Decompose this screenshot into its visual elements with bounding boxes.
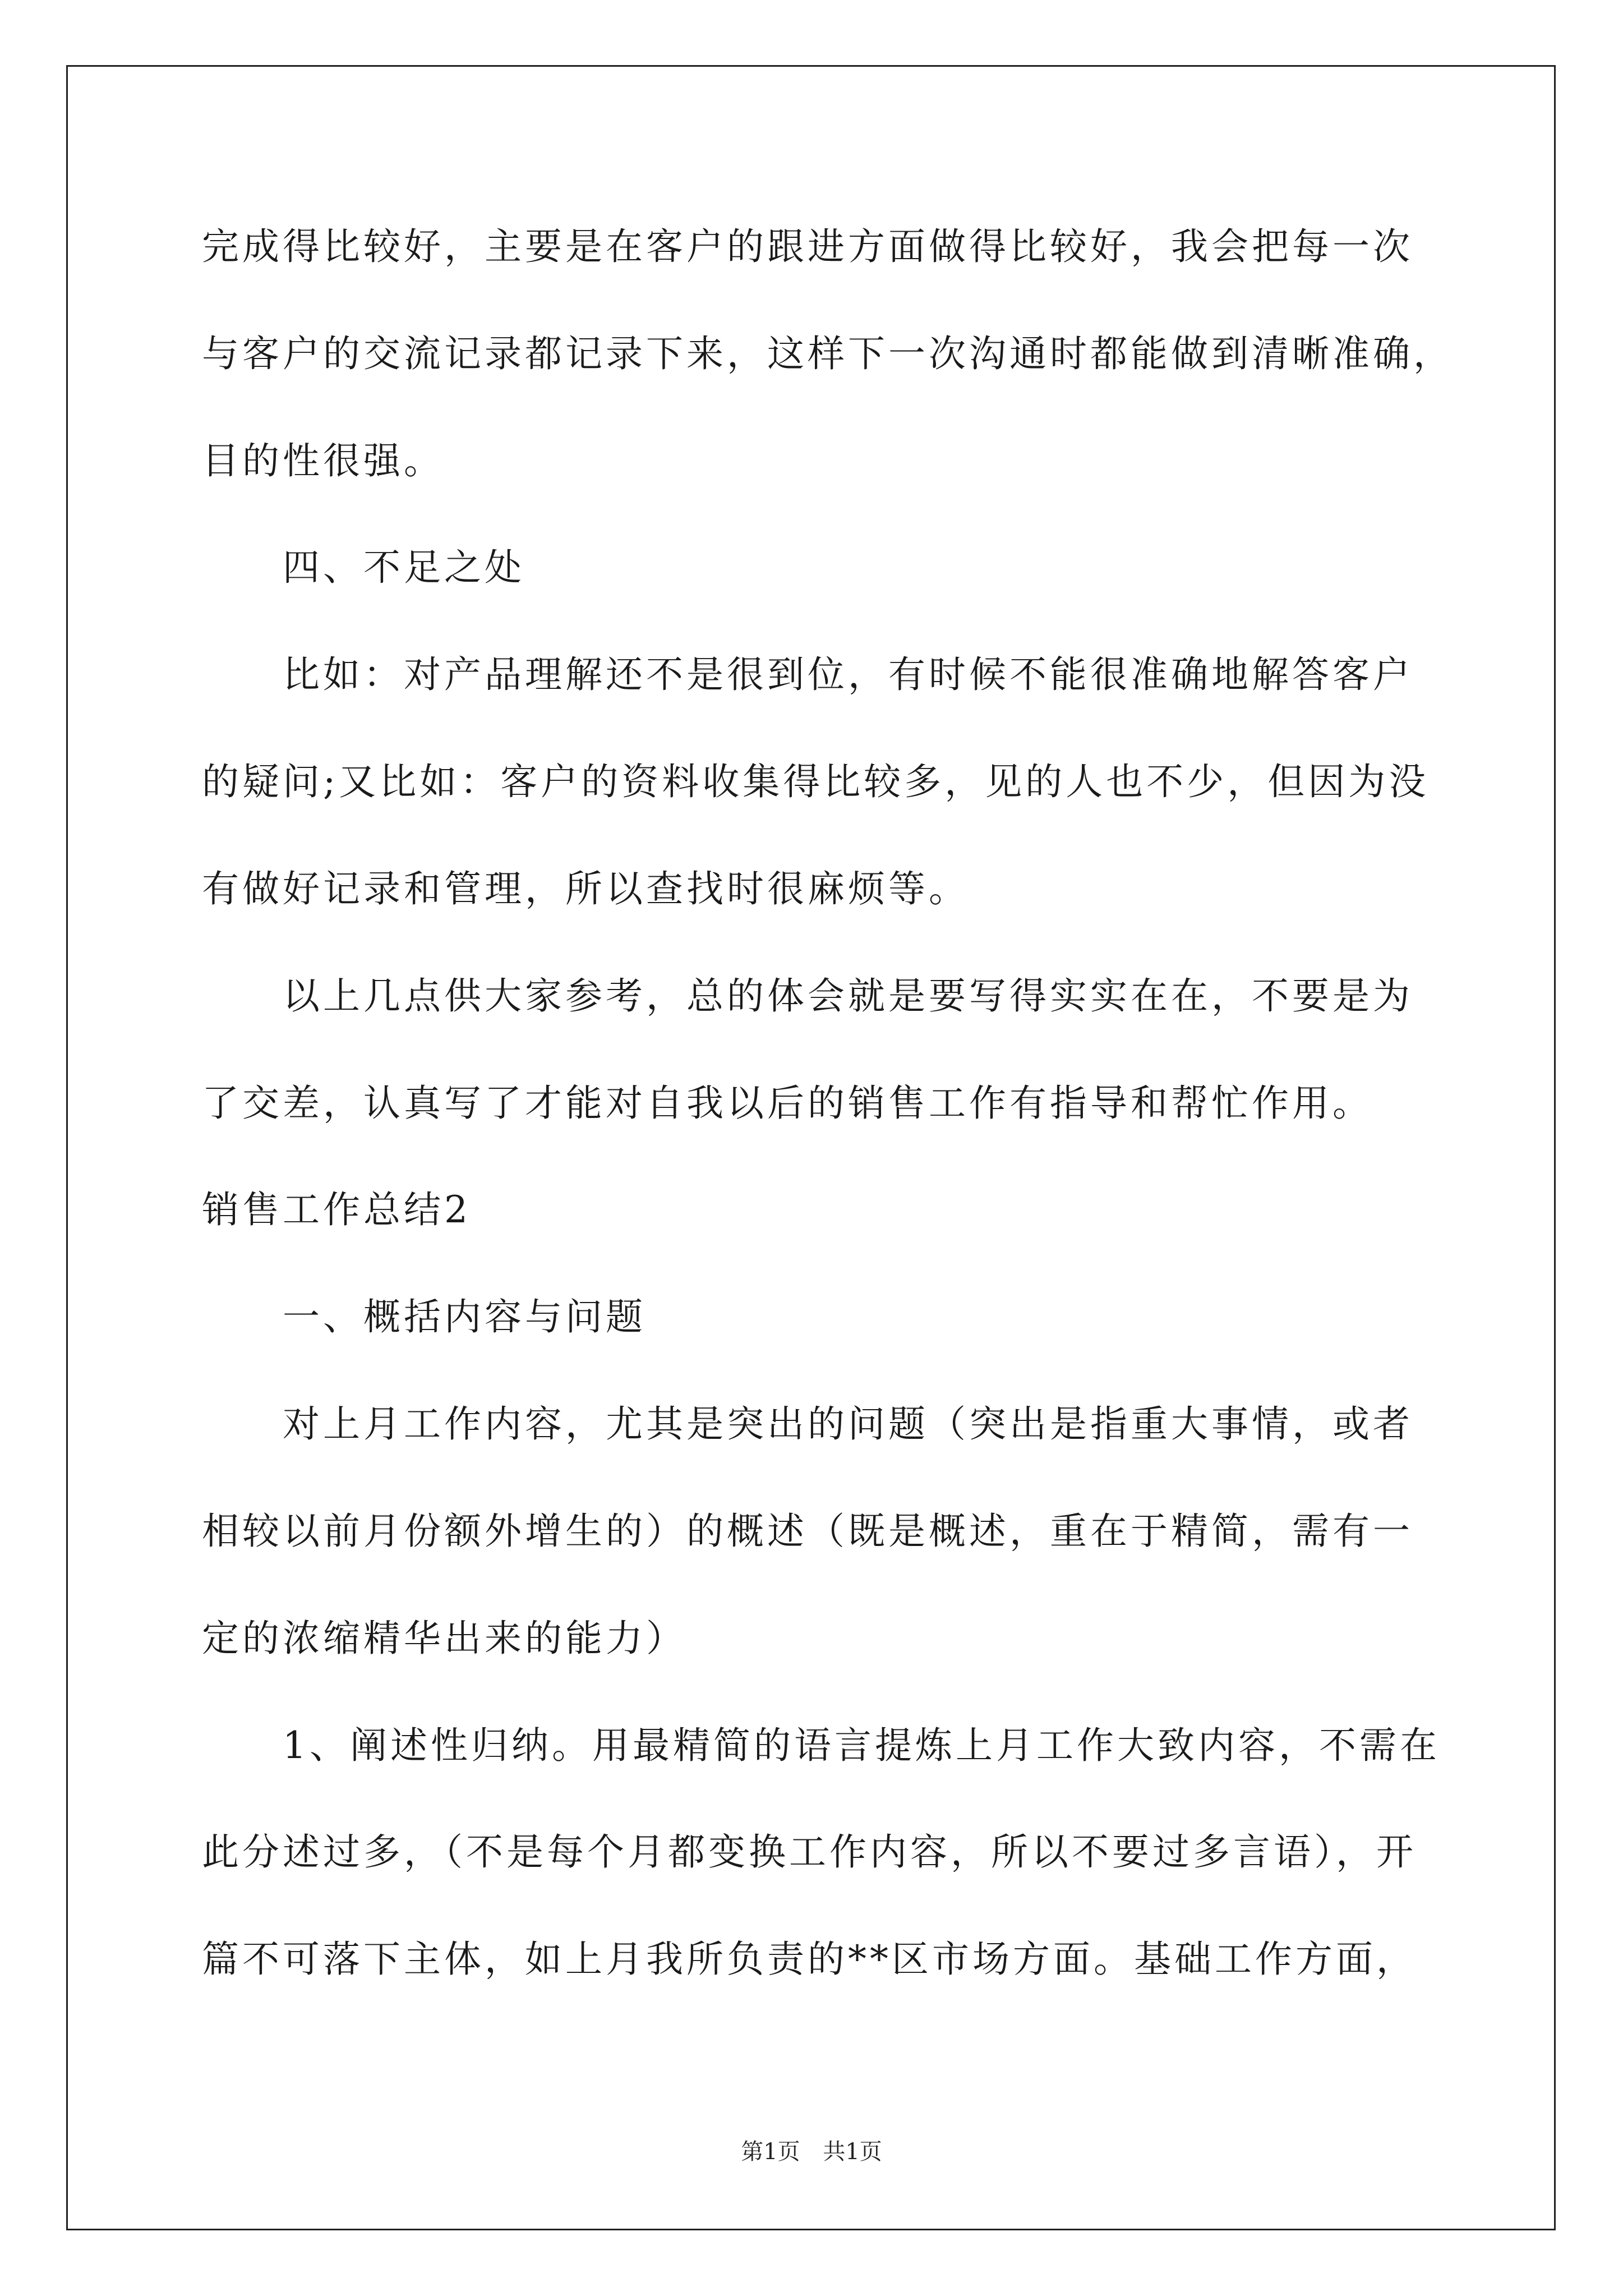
paragraph-line: 1、阐述性归纳。用最精简的语言提炼上月工作大致内容，不需在 bbox=[283, 1724, 1440, 1767]
paragraph-line: 与客户的交流记录都记录下来，这样下一次沟通时都能做到清晰准确， bbox=[202, 332, 1454, 375]
section-heading: 一、概括内容与问题 bbox=[283, 1295, 646, 1338]
section-heading: 四、不足之处 bbox=[283, 546, 525, 589]
page-footer bbox=[0, 2138, 1623, 2165]
paragraph-line: 有做好记录和管理，所以查找时很麻烦等。 bbox=[202, 867, 969, 910]
paragraph-line: 比如：对产品理解还不是很到位，有时候不能很准确地解答客户 bbox=[283, 653, 1413, 696]
paragraph-line: 以上几点供大家参考，总的体会就是要写得实实在在，不要是为 bbox=[283, 974, 1413, 1018]
page-total: 共1页 bbox=[823, 2139, 882, 2165]
paragraph-line: 目的性很强。 bbox=[202, 439, 444, 482]
page-border bbox=[66, 65, 1556, 2230]
paragraph-line: 完成得比较好，主要是在客户的跟进方面做得比较好，我会把每一次 bbox=[202, 225, 1413, 268]
paragraph-line: 相较以前月份额外增生的）的概述（既是概述，重在于精简，需有一 bbox=[202, 1510, 1413, 1553]
paragraph-line: 篇不可落下主体，如上月我所负责的**区市场方面。基础工作方面， bbox=[202, 1938, 1417, 1981]
paragraph-line: 此分述过多，（不是每个月都变换工作内容，所以不要过多言语），开 bbox=[202, 1830, 1417, 1874]
paragraph-line: 定的浓缩精华出来的能力） bbox=[202, 1617, 686, 1660]
paragraph-line: 对上月工作内容，尤其是突出的问题（突出是指重大事情，或者 bbox=[283, 1402, 1413, 1446]
paragraph-line: 了交差，认真写了才能对自我以后的销售工作有指导和帮忙作用。 bbox=[202, 1082, 1373, 1125]
paragraph-line: 的疑问;又比如：客户的资料收集得比较多，见的人也不少，但因为没 bbox=[202, 760, 1430, 803]
page-number: 第1页 bbox=[741, 2139, 800, 2165]
document-title: 销售工作总结2 bbox=[202, 1188, 471, 1231]
